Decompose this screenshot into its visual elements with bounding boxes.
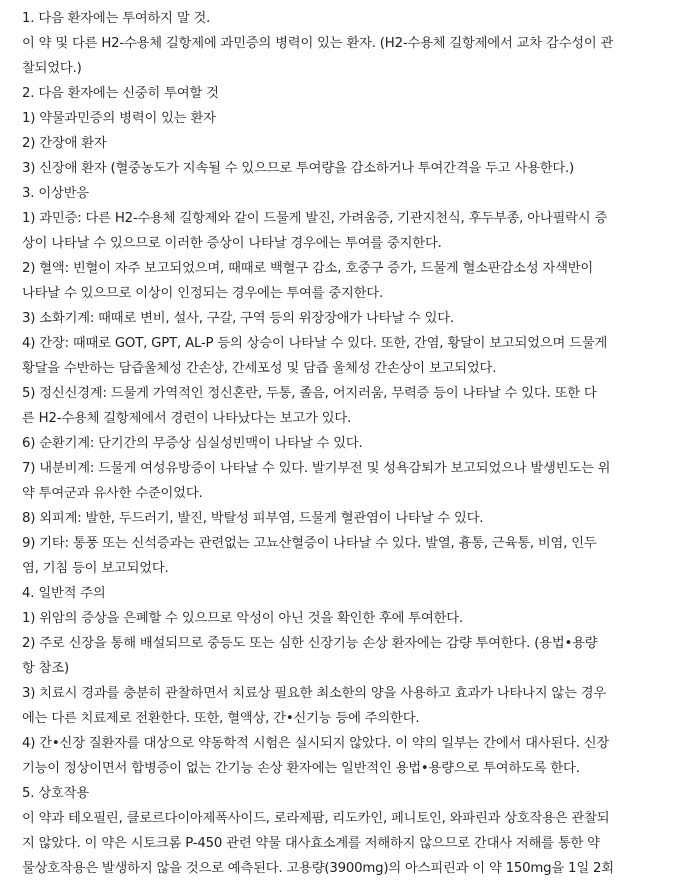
- text-line: 찰되었다.): [22, 61, 82, 76]
- text-line: 3) 치료시 경과를 충분히 관찰하면서 치료상 필요한 최소한의 양을 사용하고 효과가 나타나지 않는 경우: [22, 686, 607, 701]
- section-heading: 3. 이상반응: [22, 186, 89, 201]
- text-line: 른 H2-수용체 길항제에서 경련이 나타났다는 보고가 있다.: [22, 411, 352, 426]
- text-line: 7) 내분비계: 드물게 여성유방증이 나타날 수 있다. 발기부전 및 성욕감퇴가 보고되었으나 발생빈도는 위: [22, 461, 611, 476]
- text-line: 6) 순환기계: 단기간의 무증상 심실성빈맥이 나타날 수 있다.: [22, 436, 363, 451]
- text-line: 물상호작용은 발생하지 않을 것으로 예측된다. 고용량(3900mg)의 아스피린과 이 약 150mg을 1일 2회: [22, 861, 614, 876]
- text-line: 2) 주로 신장을 통해 배설되므로 중등도 또는 심한 신장기능 손상 환자에는 감량 투여한다. (용법•용량: [22, 636, 598, 651]
- text-line: 기능이 정상이면서 합병증이 없는 간기능 손상 환자에는 일반적인 용법•용량으로 투여하도록 한다.: [22, 761, 580, 776]
- text-line: 항 참조): [22, 661, 69, 676]
- text-line: 4) 간장: 때때로 GOT, GPT, AL-P 등의 상승이 나타날 수 있다. 또한, 간염, 황달이 보고되었으며 드물게: [22, 336, 608, 351]
- text-line: 5) 정신신경계: 드물게 가역적인 정신혼란, 두통, 졸음, 어지러움, 무력증 등이 나타날 수 있다. 또한 다: [22, 386, 597, 401]
- text-line: 나타날 수 있으므로 이상이 인정되는 경우에는 투여를 중지한다.: [22, 286, 383, 301]
- text-line: 염, 기침 등이 보고되었다.: [22, 561, 169, 576]
- text-line: 3) 신장애 환자 (혈중농도가 지속될 수 있으므로 투여량을 감소하거나 투여간격을 두고 사용한다.): [22, 161, 575, 176]
- text-line: 1) 위암의 증상을 은폐할 수 있으므로 악성이 아닌 것을 확인한 후에 투여한다.: [22, 611, 463, 626]
- text-line: 지 않았다. 이 약은 시토크롬 P-450 관련 약물 대사효소계를 저해하지 않으므로 간대사 저해를 통한 약: [22, 836, 600, 851]
- text-line: 1. 다음 환자에는 투여하지 말 것.: [22, 11, 211, 26]
- section-heading: 4. 일반적 주의: [22, 586, 106, 601]
- text-line: 1) 과민증: 다른 H2-수용체 길항제와 같이 드물게 발진, 가려움증, 기관지천식, 후두부종, 아나필락시 증: [22, 211, 608, 226]
- text-line: 4) 간•신장 질환자를 대상으로 약동학적 시험은 실시되지 않았다. 이 약의 일부는 간에서 대사된다. 신장: [22, 736, 610, 751]
- text-line: 8) 외피계: 발한, 두드러기, 발진, 박탈성 피부염, 드물게 혈관염이 나타날 수 있다.: [22, 511, 484, 526]
- text-line: 황달을 수반하는 담즙울체성 간손상, 간세포성 및 담즙 울체성 간손상이 보고되었다.: [22, 361, 497, 376]
- text-line: 2) 간장애 환자: [22, 136, 107, 151]
- text-line: 이 약 및 다른 H2-수용체 길항제에 과민증의 병력이 있는 환자. (H2-수용체 길항제에서 교차 감수성이 관: [22, 36, 614, 51]
- text-line: 상이 나타날 수 있으므로 이러한 증상이 나타날 경우에는 투여를 중지한다.: [22, 236, 442, 251]
- text-line: 에는 다른 치료제로 전환한다. 또한, 혈액상, 간•신기능 등에 주의한다.: [22, 711, 420, 726]
- text-line: 9) 기타: 통풍 또는 신석증과는 관련없는 고뇨산혈증이 나타날 수 있다. 발열, 흉통, 근육통, 비염, 인두: [22, 536, 597, 551]
- section-heading: 5. 상호작용: [22, 786, 89, 801]
- section-heading: 2. 다음 환자에는 신중히 투여할 것: [22, 86, 219, 101]
- text-line: 약 투여군과 유사한 수준이었다.: [22, 486, 203, 501]
- text-line: 1) 약물과민증의 병력이 있는 환자: [22, 111, 216, 126]
- text-line: 2) 혈액: 빈혈이 자주 보고되었으며, 때때로 백혈구 감소, 호중구 증가, 드물게 혈소판감소성 자색반이: [22, 261, 594, 276]
- text-line: 이 약과 테오필린, 클로르다이아제폭사이드, 로라제팜, 리도카인, 페니토인, 와파린과 상호작용은 관찰되: [22, 811, 610, 826]
- text-line: 3) 소화기계: 때때로 변비, 설사, 구갈, 구역 등의 위장장애가 나타날 수 있다.: [22, 311, 454, 326]
